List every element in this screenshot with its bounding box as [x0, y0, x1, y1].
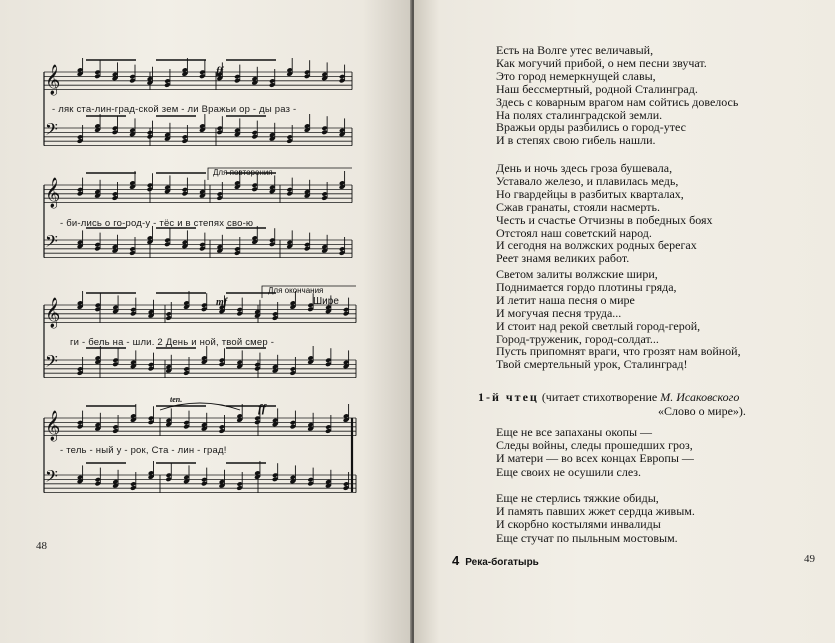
- poem-line: День и ночь здесь гроза бушевала,: [496, 161, 673, 175]
- dynamic-mf: mf: [216, 297, 228, 308]
- bass-clef: 𝄢: [45, 466, 58, 490]
- poem-line: Твой смертельный урок, Сталинград!: [496, 357, 688, 372]
- lyrics-system-4: - тель - ный у - рок, Ста - лин - град!: [60, 445, 227, 456]
- music-score: [0, 0, 412, 643]
- notes: [77, 58, 350, 491]
- poem-line: И в степях свою гибель нашли.: [496, 133, 656, 148]
- treble-clef: 𝄞: [45, 298, 61, 328]
- poem-line: Сжав гранаты, стояли насмерть.: [496, 199, 660, 214]
- poem-stanza-4: [496, 426, 694, 479]
- reader-author: М. Исаковского: [660, 390, 740, 404]
- poem-line: Еще не стерлись тяжкие обиды,: [496, 491, 659, 505]
- page-footer: [452, 553, 539, 568]
- poem-line: И память павших жжет сердца живым.: [496, 504, 695, 519]
- lyrics-system-1: - ляк ста-лин-град-ской зем - ли Вражьи ор - ды раз -: [52, 104, 297, 115]
- bass-clef: 𝄢: [45, 351, 58, 375]
- running-title: Река-богатырь: [465, 557, 539, 568]
- poem-line: Еще своих не осушили слез.: [496, 464, 642, 479]
- poem-line: Честь и счастье Отчизны в победных боях: [496, 212, 713, 227]
- dynamic-ff-1: ff: [216, 65, 224, 77]
- poem-line: Город-труженик, город-солдат...: [496, 331, 659, 346]
- tenuto-mark: ten.: [170, 395, 183, 404]
- treble-clef: 𝄞: [45, 65, 61, 95]
- treble-clef: 𝄞: [45, 411, 61, 441]
- poem-line: Светом залиты волжские шири,: [496, 267, 658, 281]
- right-page: [414, 0, 835, 643]
- poem-line: На полях сталинградской земли.: [496, 107, 663, 122]
- poem-line: И могучая песня труда...: [496, 305, 622, 320]
- poem-line: Реет знамя великих работ.: [496, 251, 630, 266]
- treble-clef: 𝄞: [45, 178, 61, 208]
- bass-clef: 𝄢: [45, 119, 58, 143]
- poem-stanza-2: [496, 162, 713, 265]
- tempo-word: Шире: [313, 296, 339, 307]
- poem-line: Наш бессмертный, родной Сталинград.: [496, 81, 698, 96]
- ending-bracket-label: Для окончания: [268, 286, 324, 295]
- poem-line: И стоит над рекой светлый город-герой,: [496, 318, 701, 333]
- poem-line: И сегодня на волжских родных берегах: [496, 238, 697, 253]
- poem-line: Это город немеркнущей славы,: [496, 68, 656, 83]
- lyrics-system-2: - би-лись о го-род-у - тёс и в степях сво-ю: [60, 218, 254, 229]
- poem-line: Следы войны, следы прошедших гроз,: [496, 438, 693, 453]
- poem-line: И летит наша песня о мире: [496, 292, 635, 307]
- page-number-left: 48: [36, 540, 47, 552]
- left-page: [0, 0, 412, 643]
- signature-number: 4: [452, 553, 460, 568]
- poem-line: Здесь с коварным врагом нам сойтись довелось: [496, 94, 739, 109]
- poem-line: Отстоял наш советский народ.: [496, 225, 652, 240]
- reader-intro: [478, 390, 739, 405]
- poem-stanza-3: [496, 268, 741, 371]
- reader-label: 1-й чтец: [478, 390, 539, 404]
- poem-line: Но гвардейцы в разбитых кварталах,: [496, 186, 684, 201]
- poem-line: Как могучий прибой, о нем песни звучат.: [496, 55, 707, 70]
- poem-stanza-5: [496, 492, 695, 545]
- reader-title: «Слово о мире»).: [658, 404, 746, 418]
- poem-line: И скорбно костылями инвалиды: [496, 517, 661, 532]
- poem-line: Еще стучат по пыльным мостовым.: [496, 530, 678, 545]
- reader-text: (читает стихотворение: [541, 390, 658, 404]
- poem-line: Уставало железо, и плавилась медь,: [496, 173, 679, 188]
- repeat-bracket-label: Для повторения: [213, 168, 273, 177]
- bass-clef: 𝄢: [45, 231, 58, 255]
- poem-line: Еще не все запаханы окопы —: [496, 425, 653, 439]
- page-number-right: 49: [804, 553, 815, 565]
- dynamic-ff-2: ff: [258, 401, 266, 415]
- poem-line: Есть на Волге утес величавый,: [496, 43, 654, 57]
- poem-stanza-1: [496, 44, 738, 147]
- poem-line: Поднимается гордо плотины гряда,: [496, 279, 677, 294]
- poem-line: Пусть припомнят враги, что грозят нам войной,: [496, 344, 741, 359]
- poem-line: Вражьи орды разбились о город-утес: [496, 120, 686, 135]
- poem-line: И матери — во всех концах Европы —: [496, 451, 694, 466]
- lyrics-system-3: ги - бель на - шли. 2 День и ной, твой смер -: [70, 337, 275, 348]
